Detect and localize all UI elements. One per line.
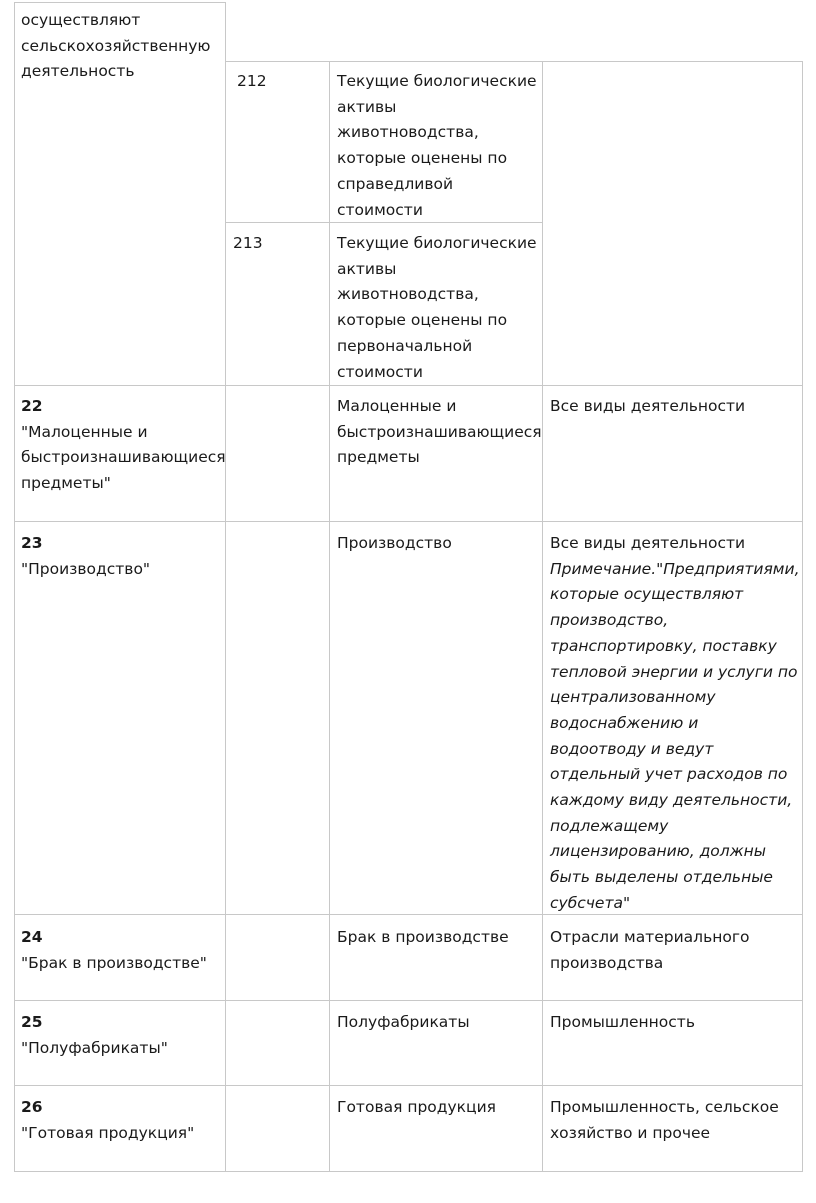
subaccount-name: Текущие биологические активы животноводства, которые оценены по первоначальной стоимости <box>337 234 537 381</box>
table-border-bottom <box>14 1171 803 1172</box>
subaccount-code: 212 <box>237 72 267 90</box>
account-title: "Производство" <box>21 559 151 578</box>
account-number: 24 <box>21 928 43 946</box>
table-border-left <box>14 2 15 1172</box>
scope-text: Все виды деятельности <box>550 397 746 415</box>
scope-text: Отрасли материального производства <box>550 928 750 972</box>
scope-text: Все виды деятельности <box>550 534 746 552</box>
account-cell <box>21 394 226 497</box>
account-number: 26 <box>21 1098 43 1116</box>
subaccount-name: Готовая продукция <box>337 1098 496 1116</box>
account-title: "Полуфабрикаты" <box>21 1038 168 1057</box>
scope-text: Промышленность, сельское хозяйство и прочее <box>550 1098 779 1142</box>
subaccount-name: Брак в производстве <box>337 928 509 946</box>
subaccount-name: Текущие биологические активы животноводства, которые оценены по справедливой стоимости <box>337 72 537 219</box>
column-divider <box>542 61 543 1172</box>
top-left-cell <box>21 8 221 85</box>
scope-text: Промышленность <box>550 1013 695 1031</box>
account-title: "Малоценные и быстроизнашивающиеся предметы" <box>21 422 226 493</box>
scope-note: Примечание."Предприятиями, которые осуществляют производство, транспортировку, поставку тепловой энергии и услуги по централизованному водоснабжению и водоотводу и ведут отдельный учет расходов по каждому виду деятельности, подлежащему лицензированию, должны быть выделены отдельные субсчета" <box>550 559 800 912</box>
account-cell <box>21 531 221 582</box>
subaccount-code: 213 <box>233 234 263 252</box>
column-divider <box>225 2 226 1172</box>
account-number: 22 <box>21 397 43 415</box>
account-number: 23 <box>21 534 43 552</box>
account-number: 25 <box>21 1013 43 1031</box>
column-divider <box>329 61 330 1172</box>
account-title: "Брак в производстве" <box>21 953 207 972</box>
top-left-text: осуществляют сельскохозяйственную деятельность <box>21 11 211 81</box>
account-cell <box>21 1095 221 1146</box>
row-divider <box>14 521 803 522</box>
row-divider <box>14 1085 803 1086</box>
table-border-top <box>14 2 226 3</box>
subaccount-name: Малоценные и быстроизнашивающиеся предметы <box>337 397 542 467</box>
scope-cell <box>550 531 798 917</box>
subaccount-name: Полуфабрикаты <box>337 1013 470 1031</box>
subaccount-name: Производство <box>337 534 452 552</box>
account-cell <box>21 925 221 976</box>
row-divider <box>14 1000 803 1001</box>
account-cell <box>21 1010 221 1061</box>
table-border-right <box>802 61 803 1172</box>
row-divider <box>225 61 802 62</box>
account-title: "Готовая продукция" <box>21 1123 195 1142</box>
